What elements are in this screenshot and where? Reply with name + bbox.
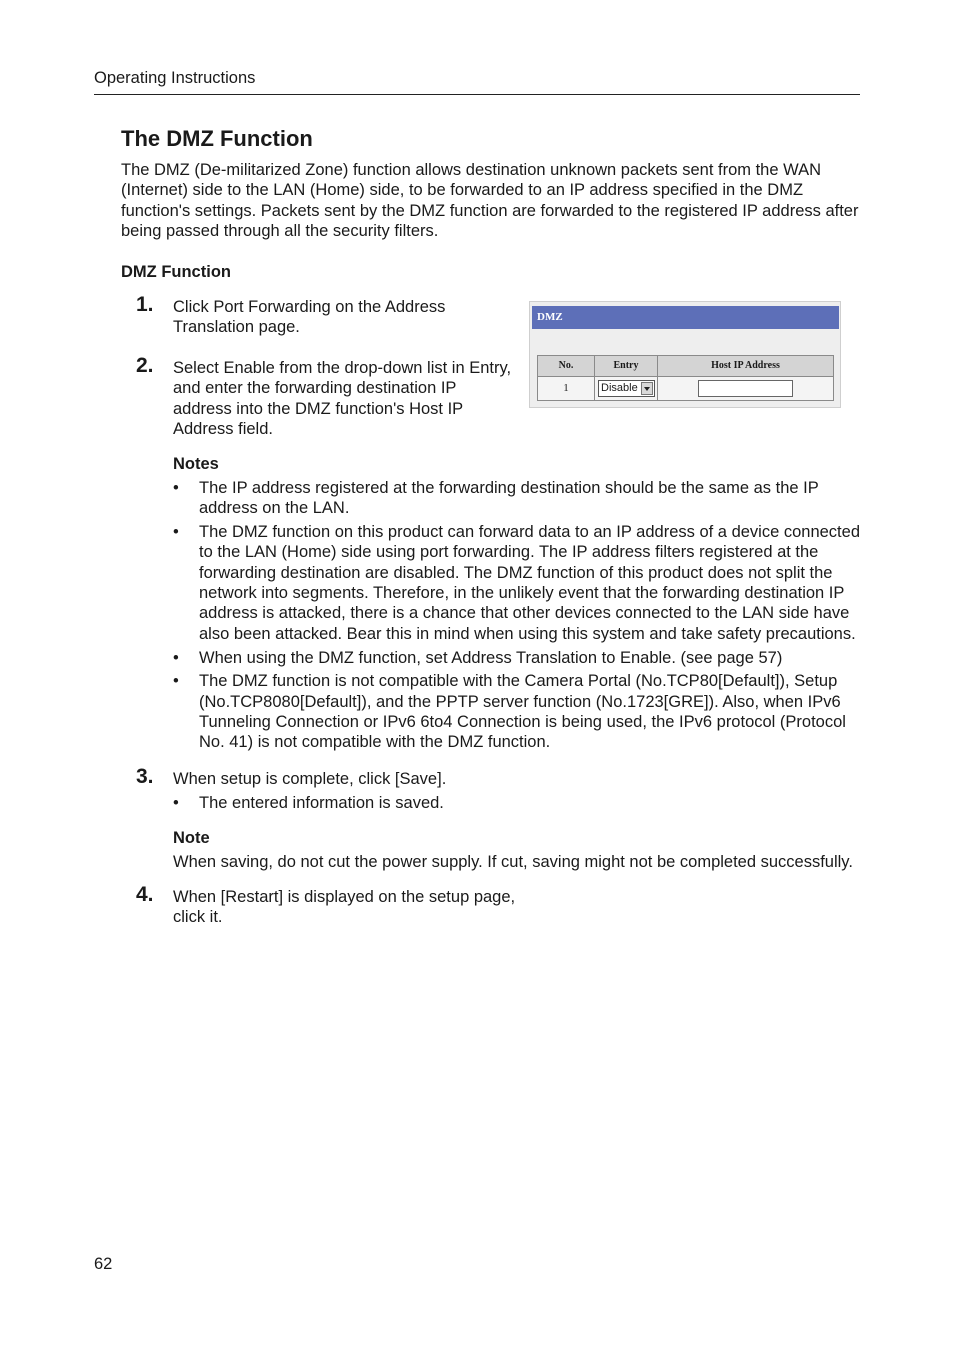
note-item	[173, 648, 863, 668]
step-line: and enter the forwarding destination IP	[173, 379, 457, 398]
step-number: 2.	[136, 354, 154, 377]
note-line: network into segments. Therefore, in the unlikely event that the forwarding destination IP	[199, 584, 845, 603]
note-line: No. 41) is not compatible with the DMZ function.	[199, 733, 551, 752]
note-item	[173, 671, 863, 752]
notes-heading: Notes	[173, 455, 219, 473]
note-item	[173, 522, 863, 644]
note-line: also been attacked. Bear this in mind when using this system and take safety precautions.	[199, 624, 856, 643]
step-3-text	[173, 769, 446, 789]
step-line: Click Port Forwarding on the Address	[173, 298, 446, 316]
step-number: 1.	[136, 293, 154, 316]
entry-select[interactable]	[598, 380, 655, 397]
bullet-icon: •	[173, 523, 179, 542]
note-line: to the LAN (Home) side using port forwarding. The IP address filters registered at the	[199, 543, 819, 562]
bullet-icon: •	[173, 672, 179, 691]
column-header-host-ip: Host IP Address	[658, 356, 833, 377]
step-line: Address field.	[173, 419, 273, 438]
entry-cell	[595, 377, 658, 400]
step-line: Select Enable from the drop-down list in Entry,	[173, 359, 512, 377]
step-line: address into the DMZ function's Host IP	[173, 399, 464, 418]
note-item	[173, 478, 863, 519]
dropdown-arrow-icon[interactable]	[641, 382, 653, 395]
step-line: When setup is complete, click [Save].	[173, 770, 447, 788]
step-3-bullet	[173, 793, 863, 813]
step-line: click it.	[173, 908, 223, 927]
note-line: address on the LAN.	[199, 499, 350, 518]
dmz-settings-panel	[529, 301, 841, 408]
note-heading: Note	[173, 829, 210, 847]
column-header-entry: Entry	[595, 356, 658, 377]
page-number: 62	[94, 1255, 113, 1273]
step-number: 4.	[136, 883, 154, 906]
dmz-title-bar	[532, 306, 839, 329]
note-line: The DMZ function is not compatible with the Camera Portal (No.TCP80[Default]), Setup	[199, 672, 838, 691]
step-number: 3.	[136, 765, 154, 788]
step-line: Translation page.	[173, 318, 300, 337]
host-ip-input[interactable]	[698, 380, 793, 397]
bullet-icon: •	[173, 794, 179, 812]
running-title: Operating Instructions	[94, 69, 256, 87]
dmz-table	[537, 355, 834, 401]
step-line: When [Restart] is displayed on the setup page,	[173, 888, 516, 906]
bullet-icon: •	[173, 479, 179, 497]
intro-line: The DMZ (De-militarized Zone) function allows destination unknown packets sent from the WAN	[121, 161, 822, 179]
intro-paragraph	[121, 160, 863, 241]
bullet-line: The entered information is saved.	[199, 794, 444, 812]
dmz-title: DMZ	[537, 311, 563, 323]
subheading: DMZ Function	[121, 263, 231, 281]
notes-list	[173, 478, 863, 756]
intro-line: function's settings. Packets sent by the DMZ function are forwarded to the registered IP address after	[121, 201, 859, 220]
intro-line: (Internet) side to the LAN (Home) side, to be forwarded to an IP address specified in the DMZ	[121, 181, 804, 200]
step-3-list	[173, 793, 863, 817]
entry-select-value: Disable	[601, 382, 638, 394]
intro-line: being passed through all the security filters.	[121, 221, 439, 240]
note-line: Tunneling Connection or IPv6 6to4 Connection is being used, the IPv6 protocol (Protocol	[199, 713, 846, 732]
note-line: The IP address registered at the forwarding destination should be the same as the IP	[199, 479, 819, 497]
note-text: When saving, do not cut the power supply. If cut, saving might not be completed successfully.	[173, 853, 853, 871]
step-2-text	[173, 358, 511, 439]
bullet-icon: •	[173, 648, 179, 667]
host-ip-cell	[658, 377, 833, 400]
step-1-text	[173, 297, 445, 338]
note-line: (No.TCP8080[Default]), and the PPTP server function (No.1723[GRE]). Also, when IPv6	[199, 692, 841, 711]
row-number: 1	[538, 377, 595, 400]
note-line: The DMZ function on this product can forward data to an IP address of a device connected	[199, 523, 860, 542]
note-line: address is attacked, there is a chance that other devices connected to the LAN side have	[199, 604, 850, 623]
page-header	[94, 68, 860, 95]
step-4-text	[173, 887, 515, 928]
note-line: forwarding destination are disabled. The DMZ function of this product does not split the	[199, 563, 833, 582]
note-line: When using the DMZ function, set Address Translation to Enable. (see page 57)	[199, 648, 783, 667]
section-title: The DMZ Function	[121, 126, 313, 151]
column-header-no: No.	[538, 356, 595, 377]
